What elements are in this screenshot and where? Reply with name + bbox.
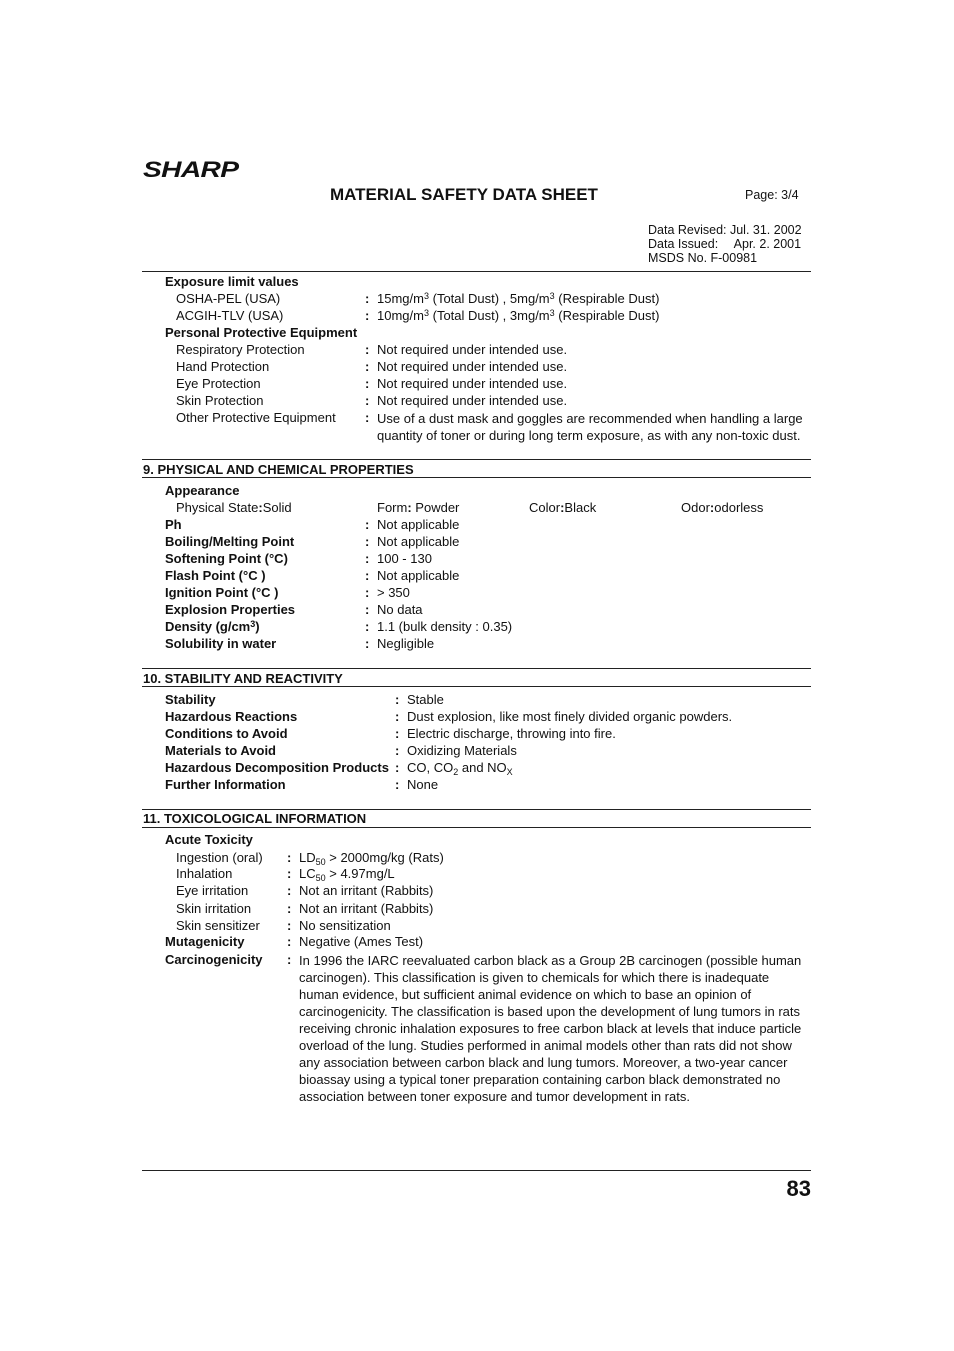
property-row	[0, 551, 954, 568]
ppe-value: Not required under intended use.	[377, 342, 568, 357]
stability-label: Stability	[165, 692, 216, 707]
ppe-label: Respiratory Protection	[176, 342, 305, 357]
colon: :	[287, 883, 292, 898]
stability-label: Hazardous Reactions	[165, 709, 298, 724]
colon: :	[365, 376, 370, 391]
inhalation-value: $LC_{50} > 4.97mg/L$	[299, 866, 395, 883]
document-title: MATERIAL SAFETY DATA SHEET	[330, 185, 598, 204]
color: Color:Black	[529, 500, 597, 515]
toxicity-value: Not an irritant (Rabbits)	[299, 883, 434, 898]
ppe-row	[0, 393, 954, 410]
property-row	[0, 602, 954, 619]
colon: :	[365, 602, 370, 617]
stability-value: Stable	[407, 692, 444, 707]
property-row	[0, 534, 954, 551]
ppe-row	[0, 342, 954, 359]
toxicity-label: Eye irritation	[176, 883, 249, 898]
osha-row	[0, 291, 954, 308]
property-value: 100 - 130	[377, 551, 432, 566]
colon: :	[395, 777, 400, 792]
stability-label: Materials to Avoid	[165, 743, 277, 758]
colon: :	[365, 619, 370, 634]
colon: :	[365, 517, 370, 532]
colon: :	[365, 342, 370, 357]
mutagenicity-row	[0, 934, 954, 951]
ingestion-label: Ingestion (oral)	[176, 850, 263, 865]
carcinogenicity-value: In 1996 the IARC reevaluated carbon black as a Group 2B carcinogen (possible human carcinogen). This classification is given to chemicals for which there is inadequate human evidence, but sufficient animal evidence on which to base an opinion of carcinogenicity. The classification is based upon the development of lung tumors in rats receiving chronic inhalation exposures to free carbon black at levels that induce particle overload of the lung. Studies performed in animal models other than rats did not show any association between carbon black and lung tumors. Moreover, a two-year cancer bioassay using a typical toner preparation containing carbon black demonstrated no association between toner exposure and tumor development in rats.	[299, 953, 802, 1104]
colon: :	[287, 918, 292, 933]
density-label: Density $(g/cm^3)$	[165, 619, 260, 634]
toxicity-label: Skin irritation	[176, 901, 252, 916]
property-row	[0, 517, 954, 534]
property-row	[0, 568, 954, 585]
property-label: Flash Point (°C )	[165, 568, 266, 583]
further-info-label: Further Information	[165, 777, 286, 792]
inhalation-row	[0, 866, 954, 883]
page-number: 83	[786, 1176, 811, 1201]
stability-row	[0, 709, 954, 726]
colon: :	[395, 726, 400, 741]
divider	[142, 1170, 811, 1171]
divider	[142, 459, 811, 460]
data-issued-label: Data Issued:	[648, 237, 719, 251]
toxicity-value: Not an irritant (Rabbits)	[299, 901, 434, 916]
stability-row	[0, 692, 954, 709]
ingestion-value: $LD_{50} > 2000mg/kg$ (Rats)	[299, 850, 444, 867]
colon: :	[287, 901, 292, 916]
toxicity-value: No sensitization	[299, 918, 391, 933]
ingestion-row	[0, 850, 954, 867]
stability-value: Oxidizing Materials	[407, 743, 517, 758]
acgih-value: $10mg/m^3$ (Total Dust) , $3mg/m^3$ (Respirable Dust)	[377, 308, 660, 323]
colon: :	[365, 551, 370, 566]
stability-label: Conditions to Avoid	[165, 726, 288, 741]
ppe-heading: Personal Protective Equipment	[165, 325, 358, 340]
sharp-logo: SHARP	[143, 157, 239, 182]
density-row	[0, 619, 954, 636]
mutagenicity-label: Mutagenicity	[165, 934, 245, 949]
colon: :	[287, 866, 292, 881]
acgih-label: ACGIH-TLV (USA)	[176, 308, 284, 323]
colon: :	[365, 410, 370, 425]
ppe-value: Not required under intended use.	[377, 393, 568, 408]
form: Form: Powder	[377, 500, 460, 515]
ppe-label: Hand Protection	[176, 359, 270, 374]
colon: :	[365, 636, 370, 651]
osha-label: OSHA-PEL (USA)	[176, 291, 281, 306]
property-value: Not applicable	[377, 534, 460, 549]
divider	[142, 827, 811, 828]
appearance-row	[0, 500, 954, 517]
colon: :	[365, 291, 370, 306]
colon: :	[365, 534, 370, 549]
property-label: Boiling/Melting Point	[165, 534, 295, 549]
ppe-label: Eye Protection	[176, 376, 261, 391]
colon: :	[395, 709, 400, 724]
appearance-heading: Appearance	[165, 483, 240, 498]
stability-row	[0, 743, 954, 760]
colon: :	[365, 308, 370, 323]
ppe-row	[0, 359, 954, 376]
property-value: > 350	[377, 585, 410, 600]
solubility-row	[0, 636, 954, 653]
property-row	[0, 585, 954, 602]
divider	[142, 668, 811, 669]
data-issued	[648, 237, 801, 251]
colon: :	[395, 760, 400, 775]
stability-value: Dust explosion, like most finely divided organic powders.	[407, 709, 733, 724]
toxicity-label: Skin sensitizer	[176, 918, 260, 933]
section-11-heading: 11. TOXICOLOGICAL INFORMATION	[143, 811, 367, 826]
property-label: Ignition Point (°C )	[165, 585, 279, 600]
property-label: Softening Point (°C)	[165, 551, 288, 566]
divider	[142, 686, 811, 687]
property-value: Not applicable	[377, 568, 460, 583]
odor: Odor:odorless	[681, 500, 764, 515]
osha-value: $15mg/m^3$ (Total Dust) , $5mg/m^3$ (Respirable Dust)	[377, 291, 660, 306]
ppe-label: Skin Protection	[176, 393, 264, 408]
divider	[142, 271, 811, 272]
property-value: No data	[377, 602, 423, 617]
divider	[142, 477, 811, 478]
ppe-other-label: Other Protective Equipment	[176, 410, 336, 425]
toxicity-row	[0, 901, 954, 918]
physical-state: Physical State:Solid	[176, 500, 292, 515]
property-value: Not applicable	[377, 517, 460, 532]
property-label: Explosion Properties	[165, 602, 296, 617]
colon: :	[365, 568, 370, 583]
inhalation-label: Inhalation	[176, 866, 233, 881]
stability-row	[0, 726, 954, 743]
toxicity-row	[0, 883, 954, 900]
data-revised: Data Revised: Jul. 31. 2002	[648, 223, 802, 237]
colon: :	[287, 850, 292, 865]
density-value: 1.1 (bulk density : 0.35)	[377, 619, 513, 634]
ppe-row	[0, 376, 954, 393]
stability-value: Electric discharge, throwing into fire.	[407, 726, 616, 741]
solubility-value: Negligible	[377, 636, 435, 651]
carcinogenicity-label: Carcinogenicity	[165, 952, 263, 967]
further-info-row	[0, 777, 954, 794]
ppe-value: Not required under intended use.	[377, 376, 568, 391]
exposure-heading: Exposure limit values	[165, 274, 299, 289]
colon: :	[365, 585, 370, 600]
data-issued-value: Apr. 2. 2001	[733, 237, 802, 251]
acute-toxicity-heading: Acute Toxicity	[165, 832, 253, 847]
msds-number: MSDS No. F-00981	[648, 251, 758, 265]
colon: :	[395, 743, 400, 758]
mutagenicity-value: Negative (Ames Test)	[299, 934, 424, 949]
toxicity-row	[0, 918, 954, 935]
solubility-label: Solubility in water	[165, 636, 277, 651]
divider	[142, 809, 811, 810]
colon: :	[287, 952, 292, 967]
section-10-heading: 10. STABILITY AND REACTIVITY	[143, 671, 343, 686]
decomposition-row	[0, 760, 954, 777]
decomposition-label: Hazardous Decomposition Products	[165, 760, 389, 775]
acgih-row	[0, 308, 954, 325]
colon: :	[365, 393, 370, 408]
property-label: Ph	[165, 517, 182, 532]
ppe-value: Not required under intended use.	[377, 359, 568, 374]
decomposition-value: CO, $CO_2$ and $NO_X$	[407, 760, 513, 777]
ppe-other-value: Use of a dust mask and goggles are recommended when handling a large quantity of toner or during long term exposure, as with any non-toxic dust.	[377, 411, 803, 443]
colon: :	[287, 934, 292, 949]
colon: :	[395, 692, 400, 707]
further-info-value: None	[407, 777, 439, 792]
section-9-heading: 9. PHYSICAL AND CHEMICAL PROPERTIES	[143, 462, 414, 477]
page-indicator: Page: 3/4	[745, 188, 799, 202]
colon: :	[365, 359, 370, 374]
